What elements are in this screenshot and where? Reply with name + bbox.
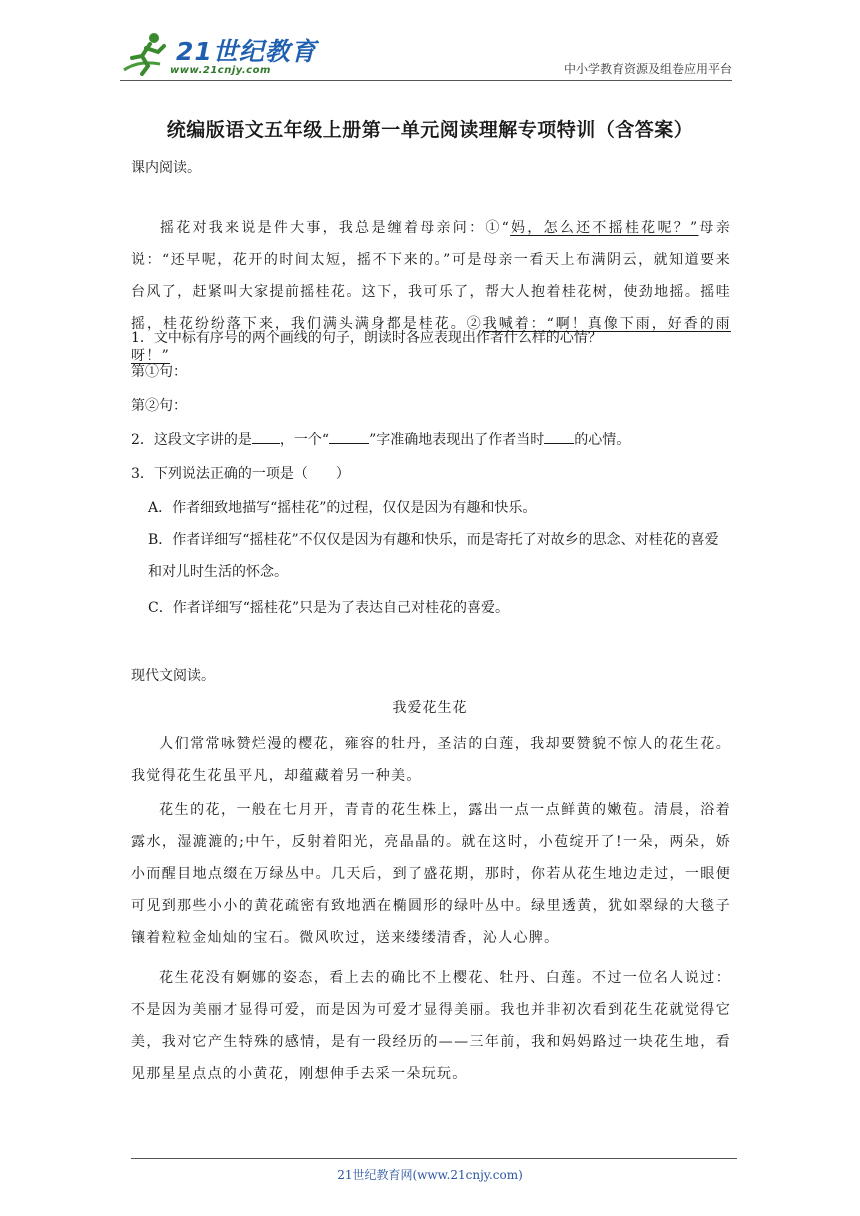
- article-paragraph-1-text: 人们常常咏赞烂漫的樱花，雍容的牡丹，圣洁的白莲，我却要赞貌不惊人的花生花。我觉得花生花虽平凡，却蕴藏着另一种美。: [131, 736, 731, 784]
- article-paragraph-3-text: 花生花没有婀娜的姿态，看上去的确比不上樱花、牡丹、白莲。不过一位名人说过：不是因为美丽才显得可爱，而是因为可爱才显得美丽。我也并非初次看到花生花就觉得它美，我对它产生特殊的感情，是有一段经历的——三年前，我和妈妈路过一块花生地，看见那星星点点的小黄花，刚想伸手去采一朵玩玩。: [131, 970, 731, 1082]
- underlined-sentence-1: 妈，怎么还不摇桂花呢？”: [510, 220, 699, 236]
- logo-url: www.21cnjy.com: [170, 65, 271, 76]
- footer-divider: [131, 1158, 737, 1159]
- footer-link[interactable]: 21世纪教育网(www.21cnjy.com): [337, 1168, 523, 1182]
- logo-text: 21世纪教育: [176, 37, 317, 66]
- q2-text-d: 的心情。: [574, 432, 631, 448]
- question-3: 3．下列说法正确的一项是（ ）: [131, 466, 350, 482]
- article-paragraph-2: [131, 794, 731, 954]
- passage-text-a: 摇花对我来说是件大事，我总是缠着母亲问：①“: [159, 220, 511, 236]
- option-c[interactable]: C．作者详细写“摇桂花”只是为了表达自己对桂花的喜爱。: [148, 600, 510, 616]
- answer-line-1[interactable]: 第①句：: [131, 364, 187, 380]
- article-paragraph-2-text: 花生的花，一般在七月开，青青的花生株上，露出一点一点鲜黄的嫩苞。清晨，浴着露水，湿漉漉的;中午，反射着阳光，亮晶晶的。就在这时，小苞绽开了!一朵，两朵，娇小而醒目地点缀在万绿丛中。几天后，到了盛花期，那时，你若从花生地边走过，一眼便可见到那些小小的黄花疏密有致地洒在椭圆形的绿叶丛中。绿里透黄，犹如翠绿的大毯子镶着粒粒金灿灿的宝石。微风吹过，送来缕缕清香，沁人心脾。: [131, 802, 731, 946]
- option-b[interactable]: B．作者详细写“摇桂花”不仅仅是因为有趣和快乐，而是寄托了对故乡的思念、对桂花的喜爱和对儿时生活的怀念。: [148, 532, 719, 580]
- question-2: [131, 424, 630, 456]
- document-title: 统编版语文五年级上册第一单元阅读理解专项特训（含答案）: [166, 119, 694, 141]
- site-logo[interactable]: [120, 30, 360, 80]
- option-a[interactable]: A．作者细致地描写“摇桂花”的过程，仅仅是因为有趣和快乐。: [148, 500, 537, 516]
- underlined-sentence-2: 我喊着：“啊！真像下雨，好香的雨呀！”: [131, 316, 731, 364]
- q2-text-a: 2．这段文字讲的是: [131, 432, 252, 448]
- fill-blank-2[interactable]: [329, 429, 369, 444]
- section-heading-modern: 现代文阅读。: [131, 668, 215, 684]
- question-1: 1．文中标有序号的两个画线的句子，朗读时各应表现出作者什么样的心情？: [131, 330, 602, 346]
- fill-blank-1[interactable]: [252, 429, 280, 444]
- q2-text-b: ，一个“: [279, 432, 330, 448]
- answer-line-2[interactable]: 第②句：: [131, 398, 187, 414]
- platform-label: 中小学教育资源及组卷应用平台: [563, 62, 732, 76]
- header-divider: [120, 80, 732, 81]
- fill-blank-3[interactable]: [544, 429, 574, 444]
- q2-text-c: ”字准确地表现出了作者当时: [369, 432, 545, 448]
- runner-icon: [120, 30, 172, 78]
- section-heading-in-class: 课内阅读。: [131, 160, 201, 176]
- page-header: [120, 30, 732, 82]
- passage-text-b: 母亲说：“还早呢，花开的时间太短，摇不下来的。”可是母亲一看天上布满阴云，就知道要来台风了，赶紧叫大家提前摇桂花。这下，我可乐了，帮大人抱着桂花树，使劲地摇。摇哇摇，桂花纷纷落下来，我们满头满身都是桂花。②: [131, 220, 731, 332]
- article-paragraph-1: [131, 728, 731, 792]
- article-paragraph-3: [131, 962, 731, 1090]
- article-title: 我爱花生花: [392, 700, 468, 716]
